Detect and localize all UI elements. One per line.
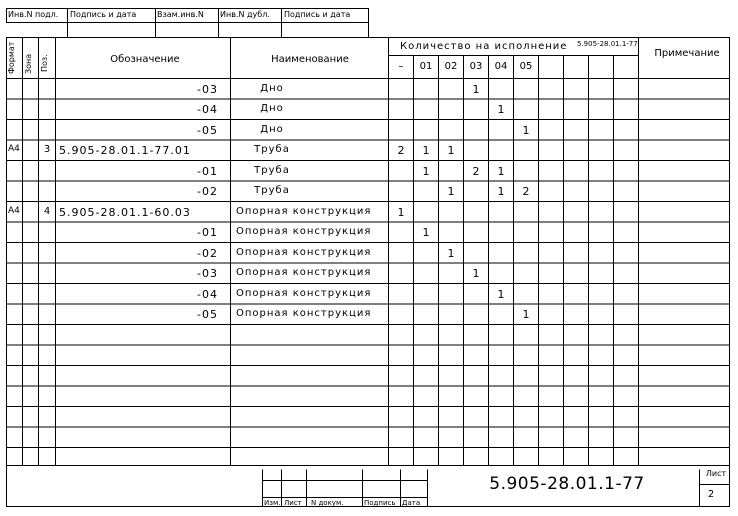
row-quantity: 1 [472, 82, 480, 96]
row-designation: -02 [197, 246, 218, 260]
header-zone: Зона [24, 53, 33, 74]
title-label-change: Изм. [264, 499, 281, 507]
header-document-code: 5.905-28.01.1-77 [577, 40, 638, 48]
stamp-inv-duplicate: Инв.N дубл. [220, 10, 270, 19]
row-quantity: 1 [472, 267, 480, 280]
row-quantity: 1 [447, 185, 455, 198]
variant-header-base: – [398, 61, 404, 72]
row-name: Дно [260, 123, 284, 135]
header-quantity: Количество на исполнение [400, 41, 568, 52]
row-quantity: 2 [472, 164, 480, 178]
title-label-sheet: Лист [284, 499, 302, 507]
row-designation: 5.905-28.01.1-77.01 [59, 144, 191, 157]
row-name: Опорная конструкция [236, 287, 372, 299]
row-name: Труба [254, 144, 290, 155]
row-designation: -04 [197, 103, 218, 116]
row-quantity: 1 [447, 246, 455, 260]
row-name: Дно [260, 103, 284, 114]
row-quantity: 1 [447, 144, 455, 157]
variant-header-03: 03 [469, 61, 483, 72]
row-quantity: 2 [522, 185, 530, 198]
row-quantity: 1 [397, 205, 405, 219]
row-format: A4 [8, 144, 20, 154]
row-quantity: 1 [422, 144, 430, 157]
row-name: Опорная конструкция [236, 308, 372, 319]
variant-header-05: 05 [519, 61, 533, 72]
row-name: Опорная конструкция [236, 267, 372, 278]
header-name: Наименование [271, 54, 349, 65]
row-name: Труба [254, 185, 290, 196]
header-note: Примечание [654, 48, 720, 59]
title-document-number: 5.905-28.01.1-77 [489, 474, 645, 494]
row-designation: -01 [197, 226, 218, 239]
stamp-signature-date-2: Подпись и дата [284, 10, 351, 19]
title-label-document-number: N докум. [311, 499, 344, 507]
stamp-inv-orig: Инв.N подл. [8, 10, 59, 19]
row-name: Опорная конструкция [236, 246, 372, 258]
title-sheet-label: Лист [705, 469, 727, 478]
title-sheet-number: 2 [707, 489, 715, 500]
row-quantity: 1 [522, 123, 530, 137]
row-position: 3 [43, 144, 51, 155]
stamp-signature-date-1: Подпись и дата [70, 10, 137, 19]
row-designation: -05 [197, 123, 218, 137]
row-quantity: 1 [522, 308, 530, 321]
row-position: 4 [43, 205, 51, 217]
title-label-signature: Подпись [364, 499, 396, 507]
row-quantity: 1 [422, 164, 430, 178]
row-format: A4 [8, 205, 20, 216]
row-designation: -01 [197, 164, 218, 178]
row-name: Дно [260, 82, 284, 94]
stamp-replacement-inv: Взам.инв.N [157, 10, 204, 19]
row-name: Опорная конструкция [236, 205, 372, 217]
row-quantity: 1 [497, 185, 505, 198]
row-name: Опорная конструкция [236, 226, 372, 237]
variant-header-02: 02 [444, 61, 458, 72]
row-quantity: 2 [397, 144, 405, 157]
header-designation: Обозначение [110, 54, 180, 65]
header-position: Поз. [40, 54, 49, 72]
row-quantity: 1 [497, 164, 505, 178]
row-name: Труба [254, 164, 290, 176]
title-label-date: Дата [402, 499, 421, 507]
row-quantity: 1 [497, 287, 505, 301]
row-designation: -04 [197, 287, 218, 301]
header-format: Формат [7, 41, 16, 74]
row-designation: -03 [197, 267, 218, 280]
row-designation: -03 [197, 82, 218, 96]
row-designation: 5.905-28.01.1-60.03 [59, 205, 191, 219]
row-quantity: 1 [422, 226, 430, 239]
variant-header-01: 01 [419, 61, 433, 72]
row-designation: -05 [197, 308, 218, 321]
row-quantity: 1 [497, 103, 505, 116]
variant-header-04: 04 [494, 61, 508, 72]
row-designation: -02 [197, 185, 218, 198]
